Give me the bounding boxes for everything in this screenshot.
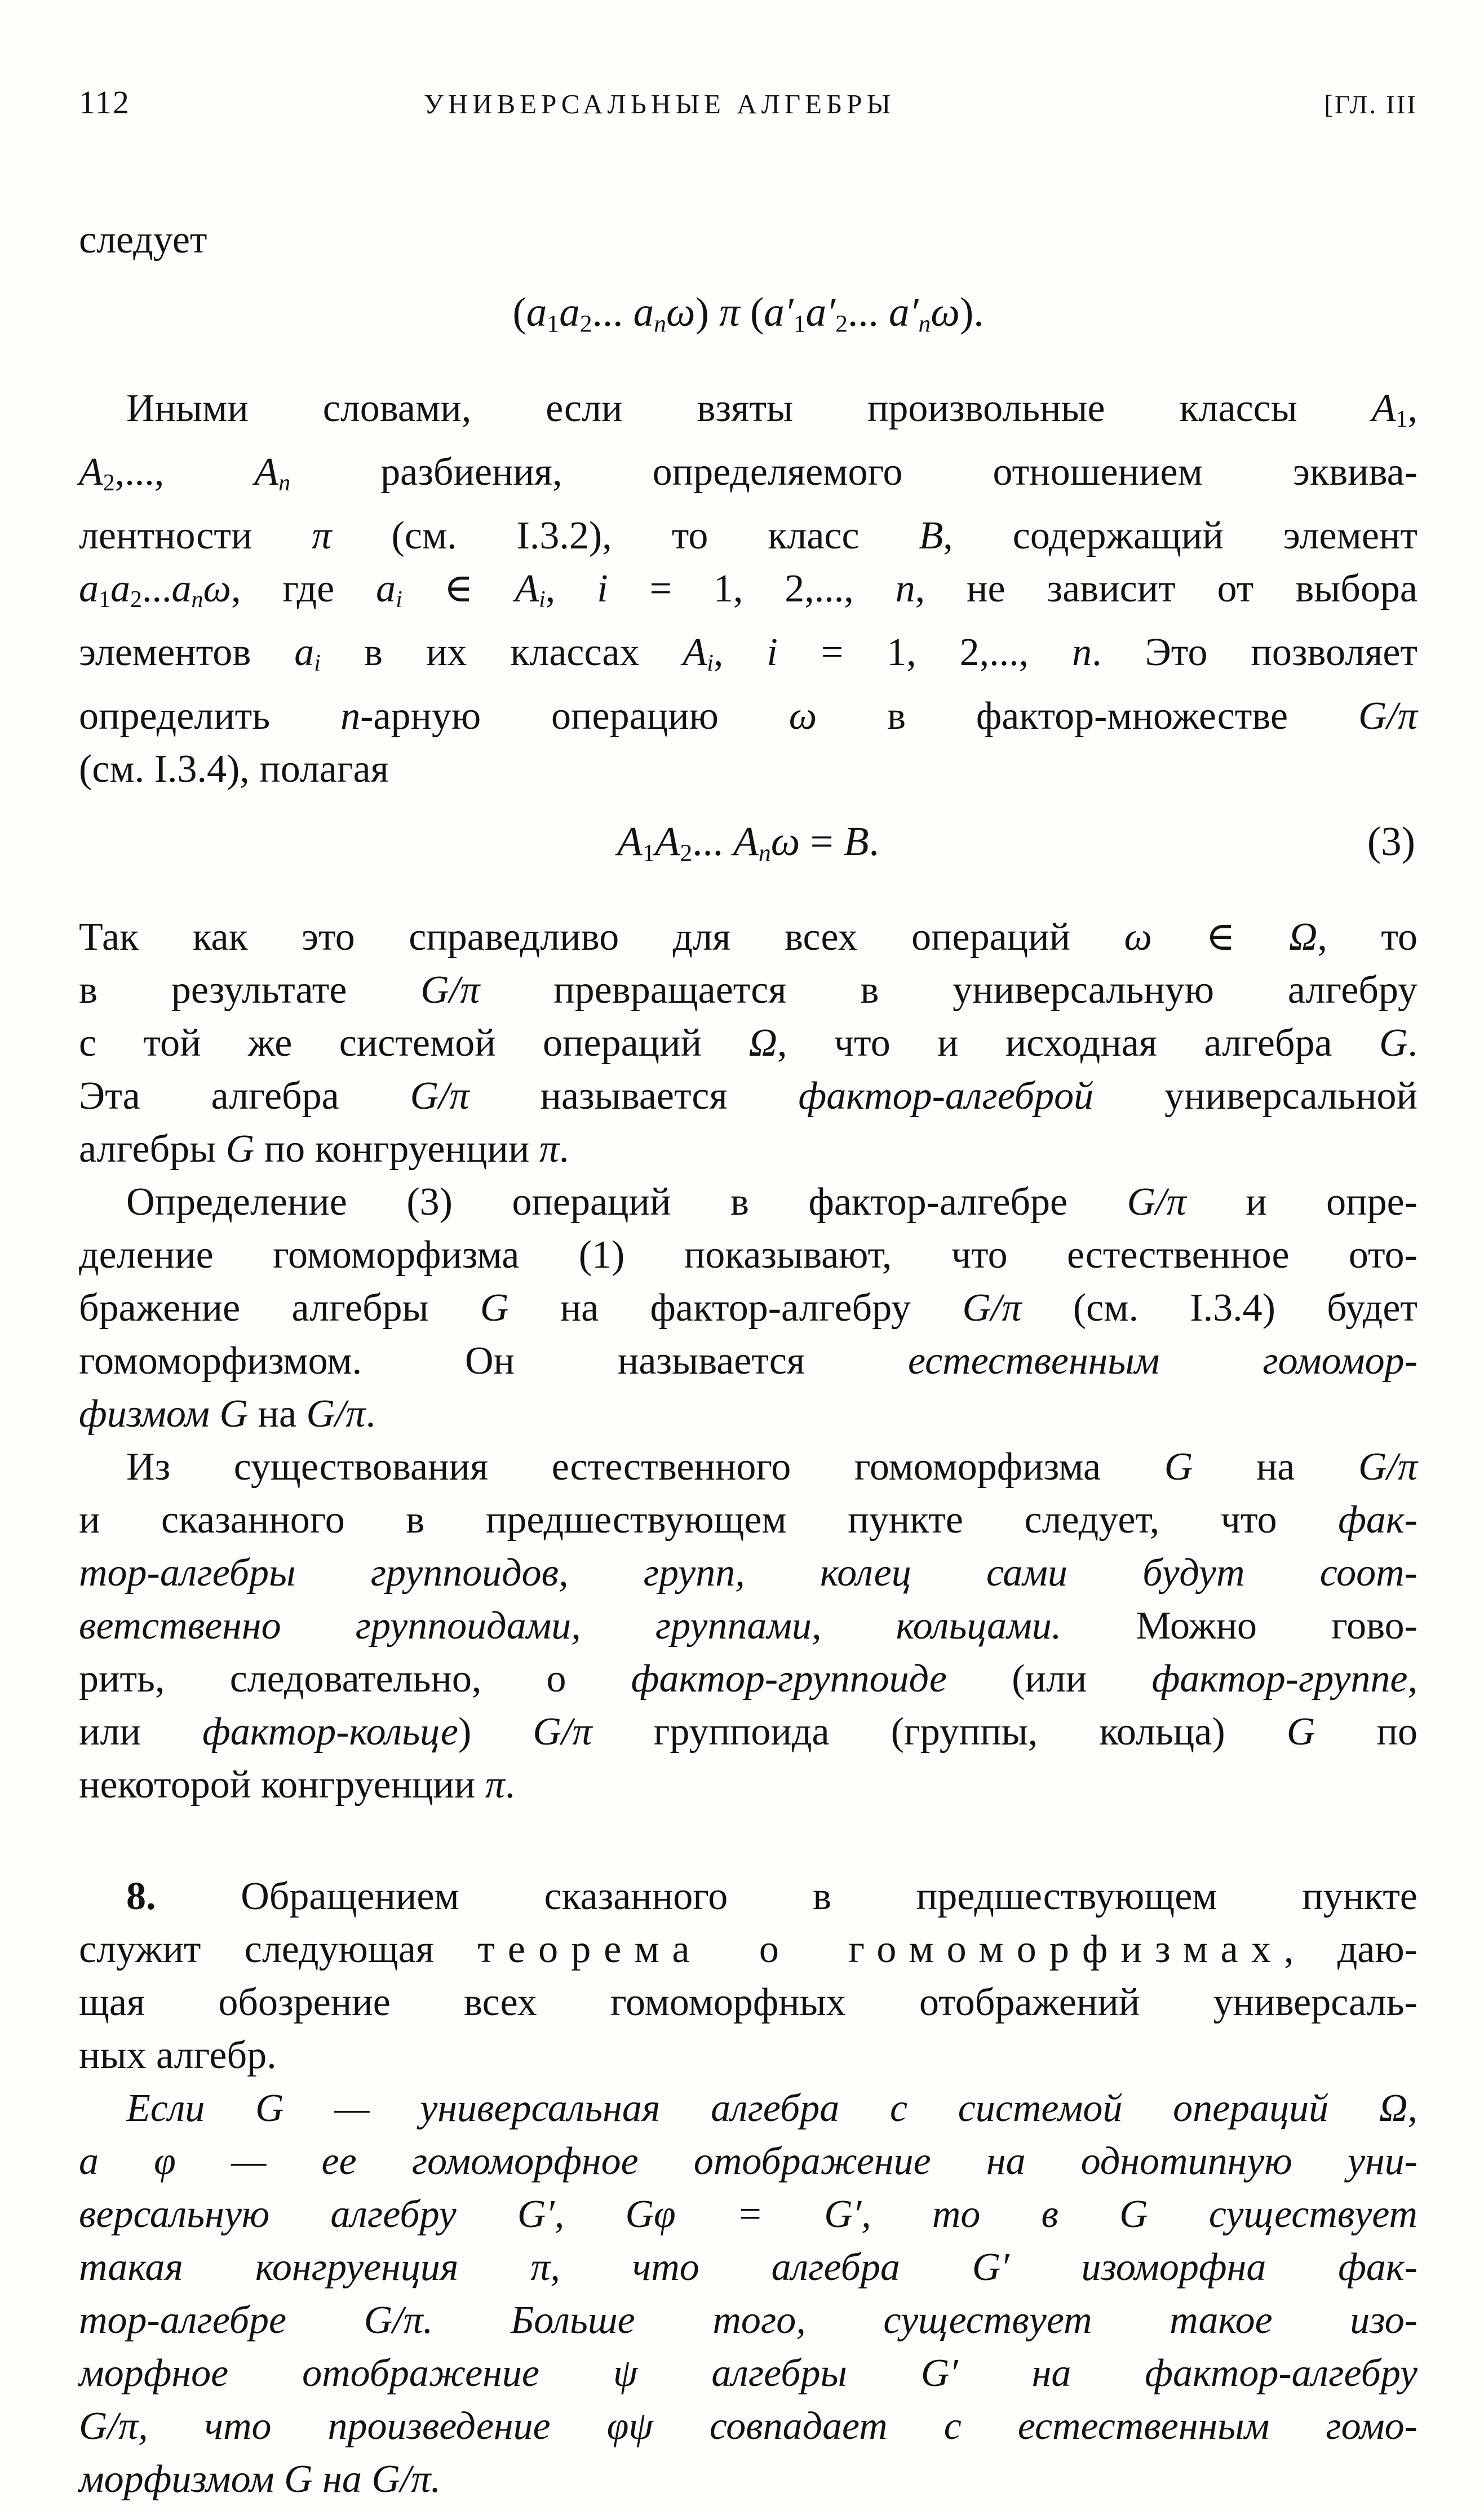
text-segment: G [480,1286,509,1330]
text-segment: ω [1124,915,1152,959]
text-line [79,911,1417,964]
text-segment: фактор-группе, [1151,1657,1417,1701]
text-segment: определить [79,694,341,738]
text-segment: ) [695,289,720,335]
text-line [79,510,1417,563]
text-segment: G [1286,1710,1315,1754]
text-segment: Так как это справедливо для всех операций [79,915,1124,959]
text-line [79,1870,1417,1923]
text-segment: B [843,818,869,864]
text-segment: ( [512,289,526,335]
text-line [79,2241,1417,2294]
text-segment: служит следующая [79,1928,478,1972]
text-segment: бражение алгебры [79,1286,480,1330]
paragraph [79,1870,1417,2082]
text-segment: n [1072,630,1092,674]
text-segment: а φ — ее гомоморфное отображение на однотипную уни- [79,2140,1417,2184]
text-line [79,1759,1417,1812]
text-segment: Эта алгебра [79,1074,410,1118]
text-segment: в фактор-множестве [817,694,1358,738]
text-segment: n [758,839,771,867]
text-line [79,1494,1417,1547]
text-segment: Определение (3) операций в фактор-алгебре [126,1180,1127,1224]
text-segment: 2 [680,839,693,867]
text-segment: G [225,1127,255,1171]
text-segment: фактор-алгеброй [798,1074,1094,1118]
text-segment: 1 [1396,406,1408,432]
text-segment: ... [848,289,889,335]
text-segment: n [918,310,931,338]
text-segment: фак- [1338,1498,1417,1542]
text-segment: n [278,470,291,496]
text-segment: рить, следовательно, о [79,1657,631,1701]
text-segment: ... [592,289,634,335]
text-segment: A [683,630,707,674]
text-segment: , [713,630,767,674]
text-segment: гомоморфизмом. Он называется [79,1339,908,1383]
text-segment: фактор-кольце [202,1710,458,1754]
text-segment: . [1407,1021,1417,1065]
text-segment: a′ [764,289,794,335]
text-segment: G/π [1358,694,1418,738]
text-line [79,1070,1417,1123]
text-segment: G/π [1358,1445,1418,1489]
text-segment: , то [1317,915,1417,959]
text-segment: a′ [889,289,919,335]
text-segment: некоторой конгруенции [79,1763,485,1807]
text-segment: = 1, 2,..., [777,630,1073,674]
text-segment: (или [946,1657,1152,1701]
text-segment: A [617,818,643,864]
text-line [79,1653,1417,1706]
text-segment: (см. I.3.4) будет [1021,1286,1417,1330]
text-segment: Ω [748,1021,777,1065]
text-segment: . [365,1392,376,1436]
text-segment: ω [203,566,231,610]
text-line [79,1335,1417,1388]
formula-content [617,818,879,867]
text-segment: , [545,566,597,610]
text-segment: G/π [410,1074,469,1118]
text-line [79,2029,1417,2082]
text-segment: a [110,566,130,610]
text-segment: = [800,818,844,864]
text-segment: 1 [99,586,110,613]
text-segment: теорема о гомоморфизмах [477,1928,1284,1972]
text-segment: G [1379,1021,1408,1065]
text-segment: 2 [130,586,142,613]
text-segment: G/π [533,1710,592,1754]
text-segment: G/π [1127,1180,1186,1224]
text-segment: ω [931,289,960,335]
text-segment: ... [142,566,172,610]
text-line [79,2294,1417,2347]
text-segment: Из существования естественного гомоморфизма [126,1445,1164,1489]
text-segment: i [767,630,778,674]
text-segment: щая обозрение всех гомоморфных отображений универсаль- [79,1981,1417,2025]
text-segment: G/π [962,1286,1022,1330]
text-segment: ветственно группоидами, группами, кольцами. [79,1604,1062,1648]
paragraph [79,2082,1417,2506]
text-segment: a′ [805,289,836,335]
text-segment: следует [79,218,207,262]
text-segment: или [79,1710,203,1754]
text-segment: лентности [79,513,312,557]
text-segment: G/π [420,968,480,1012]
text-segment: Обращением сказанного в предшествующем пункте [156,1875,1417,1919]
text-segment: физмом [79,1392,210,1436]
text-segment: ω [788,694,817,738]
paragraph [79,1176,1417,1441]
text-segment: элементов [79,630,295,674]
text-segment: Можно гово- [1061,1604,1417,1648]
text-line [79,1282,1417,1335]
text-segment: , даю- [1283,1928,1417,1972]
text-segment: . [559,1127,569,1171]
text-segment: a [79,566,99,610]
text-segment: G [219,1392,249,1436]
text-line [79,1229,1417,1282]
text-segment: a [294,630,314,674]
text-segment: B [919,513,943,557]
text-line [79,964,1417,1017]
text-segment: называется [469,1074,799,1118]
text-segment: , содержащий элемент [943,513,1417,557]
text-segment: A [654,818,680,864]
text-segment: n [340,694,361,738]
text-segment: π [312,513,332,557]
text-segment: 1 [793,310,806,338]
text-segment: фактор-группоиде [631,1657,947,1701]
text-segment: на фактор-алгебру [508,1286,963,1330]
text-segment: G/π [306,1392,366,1436]
text-line [79,214,1417,267]
text-segment: ). [959,289,984,335]
text-segment: n [895,566,915,610]
text-line [79,1441,1417,1494]
text-segment: i [539,586,546,613]
text-segment: универсальной [1093,1074,1417,1118]
text-segment: на [1193,1445,1358,1489]
text-segment [210,1392,220,1436]
text-line [79,743,1417,796]
text-segment: a [559,289,580,335]
text-line [79,1706,1417,1759]
text-line [79,626,1417,690]
text-segment: -арную операцию [360,694,789,738]
text-segment: . Это позволяет [1092,630,1417,674]
text-segment: (см. I.3.2), то класс [331,513,919,557]
text-line [79,563,1417,626]
text-segment: n [654,310,667,338]
text-segment: 2 [579,310,592,338]
paragraph [79,1441,1417,1812]
text-segment: i [396,586,402,613]
text-segment: i [707,650,714,676]
text-segment: ,..., [114,450,255,494]
text-segment: с той же системой операций [79,1021,749,1065]
text-segment: A [515,566,539,610]
text-line [79,1976,1417,2029]
text-segment: версальную алгебру G′, Gφ = G′, то в G существует [79,2193,1417,2237]
text-segment: ) [458,1710,533,1754]
text-line [79,382,1417,446]
text-segment: a [171,566,192,610]
text-line [79,2188,1417,2241]
text-segment: превращается в универсальную алгебру [480,968,1417,1012]
text-segment: ∈ [402,566,515,610]
page-number: 112 [79,84,130,121]
text-line [79,1547,1417,1600]
text-segment: группоида (группы, кольца) [592,1710,1287,1754]
text-segment: A [1371,386,1396,430]
text-line [79,2453,1417,2506]
text-segment: π [719,289,740,335]
text-line [79,1923,1417,1976]
text-segment: в их классах [320,630,683,674]
text-segment: такая конгруенция π, что алгебра G′ изоморфна фак- [79,2246,1417,2290]
text-segment: 1 [642,839,655,867]
text-segment: a [526,289,547,335]
text-segment: , не зависит от выбора [915,566,1417,610]
text-segment: ∈ [1151,915,1289,959]
text-segment: G [1164,1445,1193,1489]
text-segment: i [314,650,321,676]
text-segment: алгебры [79,1127,226,1171]
text-line [79,2347,1417,2400]
text-segment: по конгруенции [254,1127,539,1171]
paragraph [79,214,1417,267]
equation-number: (3) [1367,818,1415,864]
display-formula [79,284,1417,353]
text-line [79,446,1417,510]
text-line [79,2135,1417,2188]
text-segment: ных алгебр. [79,2034,277,2078]
text-segment: 8. [126,1875,156,1919]
text-line [79,1176,1417,1229]
text-segment: деление гомоморфизма (1) показывают, что естественное ото- [79,1233,1417,1277]
text-segment: ω [770,818,800,864]
text-segment: разбиения, определяемого отношением эквива- [290,450,1418,494]
text-segment: , [1407,386,1417,430]
text-segment: A [733,818,759,864]
text-segment: 2 [835,310,848,338]
page-header [79,83,1417,121]
text-segment: G/π, что произведение φψ совпадает с естественным гомо- [79,2405,1417,2449]
text-segment: . [869,818,879,864]
text-segment: n [191,586,203,613]
text-line [79,2400,1417,2453]
text-segment: a [376,566,396,610]
text-segment: 1 [547,310,560,338]
chapter-mark: [ГЛ. III [1324,90,1417,119]
text-segment: Ω [1288,915,1318,959]
display-formula [79,813,1417,882]
text-segment: = 1, 2,..., [608,566,896,610]
text-segment: морфное отображение ψ алгебры G′ на фактор-алгебру [79,2352,1417,2396]
text-segment: морфизмом G на G/π. [79,2458,441,2501]
text-line [79,1017,1417,1070]
text-segment: Если G — универсальная алгебра с системой операций Ω, [126,2087,1417,2131]
text-segment: ω [666,289,696,335]
text-segment: и опре- [1186,1180,1417,1224]
text-segment: ( [739,289,764,335]
text-line [79,1600,1417,1653]
text-segment: , где [231,566,376,610]
formula-content [512,289,984,338]
text-segment: , что и исходная алгебра [777,1021,1379,1065]
text-segment: по [1315,1710,1418,1754]
text-segment: i [597,566,608,610]
text-line [79,2082,1417,2135]
text-segment: на [248,1392,307,1436]
running-title: УНИВЕРСАЛЬНЫЕ АЛГЕБРЫ [424,88,896,119]
text-segment: 2 [103,470,115,496]
paragraph [79,382,1417,796]
text-segment: тор-алгебре G/π. Больше того, существует такое изо- [79,2299,1417,2343]
paragraph [79,911,1417,1176]
text-segment: тор-алгебры группоидов, групп, колец сами будут соот- [79,1551,1417,1595]
text-segment: в результате [79,968,421,1012]
text-segment: (см. I.3.4), полагая [79,747,389,791]
text-segment: естественным гомомор- [907,1339,1417,1383]
text-segment: A [79,450,103,494]
text-segment: π [539,1127,559,1171]
text-segment: ... [692,818,734,864]
text-segment: . [504,1763,515,1807]
text-segment: A [254,450,279,494]
text-segment: и сказанного в предшествующем пункте следует, что [79,1498,1339,1542]
text-segment: π [485,1763,505,1807]
text-blocks [79,214,1417,2506]
text-segment: Иными словами, если взяты произвольные классы [126,386,1372,430]
text-segment: a [633,289,654,335]
text-line [79,1123,1417,1176]
text-line [79,1388,1417,1441]
text-line [79,690,1417,743]
